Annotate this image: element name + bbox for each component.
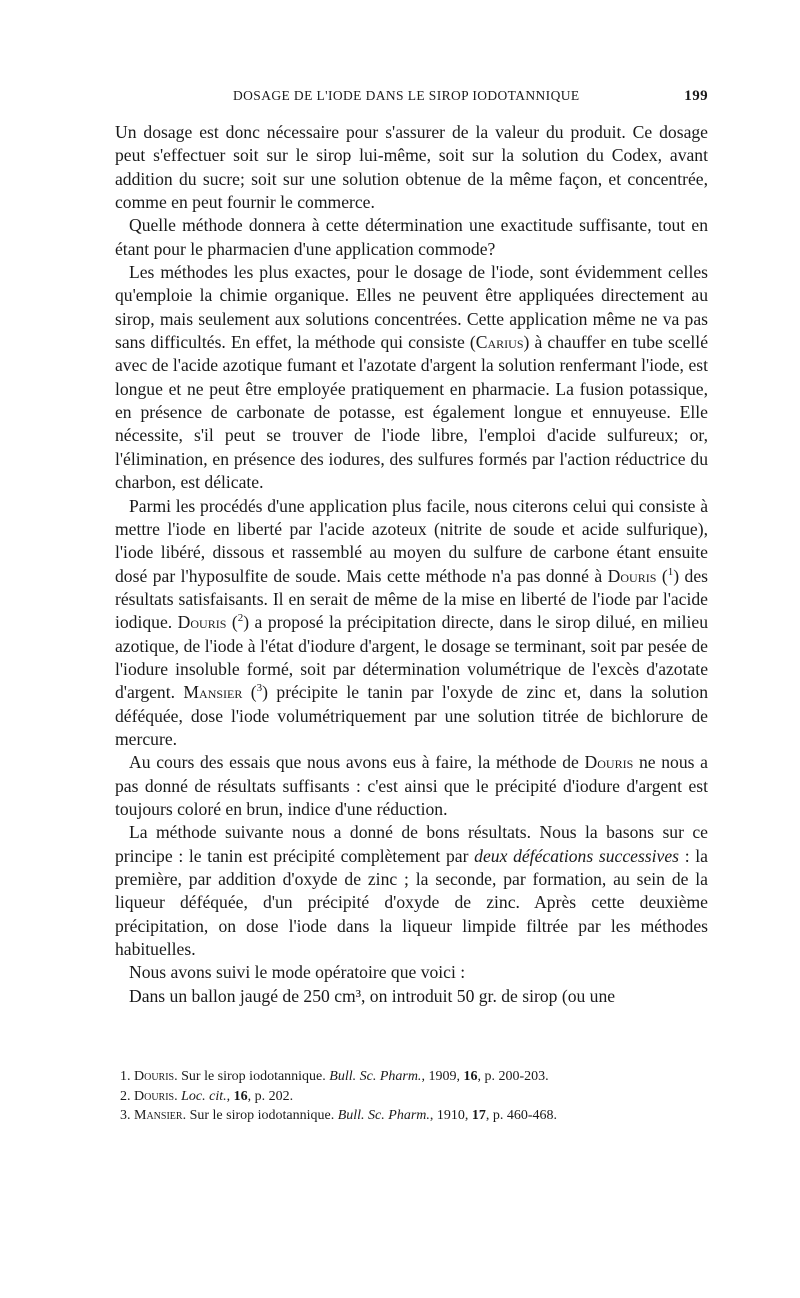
- page: [115, 88, 708, 1008]
- paragraph-6: [115, 821, 708, 961]
- footnote-volume: 17: [471, 1108, 486, 1123]
- footnote-author: Douris: [134, 1088, 175, 1104]
- footnotes: [115, 1067, 715, 1126]
- paragraph-4: Parmi les procédés d'une application plus facile, nous citerons celui qui consiste à mettre l'iode en liberté par l'acide azoteux (nitrite de soude et acide sulfurique), l'iode libéré, dissous et rassemblé au moyen du sulfure de carbone étant ensuite dosé par l'hyposulfite de soude. Mais cette méthode n'a pas donné à Douris ($^1$) des résultats satisfaisants. Il en serait de même de la mise en liberté de l'iode par l'acide iodique. Douris ($^2$) a proposé la précipitation directe, dans le sirop dilué, en milieu azotique, de l'iode à l'état d'iodure d'argent, le dosage se terminant, soit par pesée de l'iodure insoluble formé, soit par détermination volumétrique de l'excès d'azotate d'argent. Mansier ($^3$) précipite le tanin par l'oxyde de zinc et, dans la solution déféquée, dose l'iode volumétriquement par une solution titrée de bichlorure de mercure.: [115, 495, 709, 749]
- footnote-pages: , p. 200-203.: [477, 1069, 549, 1084]
- footnote-ref[interactable]: 1: [667, 565, 674, 578]
- footnote-volume: 16: [233, 1088, 248, 1104]
- footnote-ref[interactable]: 3: [256, 682, 263, 695]
- running-title: DOSAGE DE L'IODE DANS LE SIROP IODOTANNIQUE: [233, 88, 580, 103]
- text-run: Parmi les procédés d'une application plus facile, nous citerons celui qui consiste à mettre l'iode en liberté par l'acide azoteux (nitrite de soude et acide sulfurique), l'iode libéré, dissous et rassemblé au moyen du sulfure de carbone étant ensuite dosé par l'hyposulfite de soude. Mais cette méthode n'a pas donné à: [115, 495, 708, 586]
- text-run: précipite le tanin par l'oxyde de zinc et, dans la solution déféquée, dose l'iode volumétriquement par une solution titrée de bichlorure de mercure.: [115, 682, 708, 749]
- text-run: La méthode suivante nous a donné de bons résultats. Nous la basons sur ce principe : le tanin est précipité complètement par: [115, 822, 708, 866]
- footnote-text: . Sur le sirop iodotannique.: [182, 1108, 338, 1123]
- footnote-ref[interactable]: 2: [237, 612, 244, 625]
- footnote-volume: 16: [463, 1069, 478, 1084]
- author-name: Douris: [607, 565, 657, 586]
- footnote-text: . Sur le sirop iodotannique.: [174, 1069, 330, 1084]
- text-run: Au cours des essais que nous avons eus à faire, la méthode de: [129, 752, 585, 773]
- text-run: ne nous a pas donné de résultats suffisants : c'est ainsi que le précipité d'iodure d'argent est toujours coloré en brun, indice d'une réduction.: [115, 752, 708, 819]
- footnote-number: 2.: [120, 1088, 131, 1104]
- footnote-number: 3.: [120, 1108, 131, 1123]
- running-header: [233, 88, 708, 105]
- footnote-year: , 1910,: [429, 1108, 472, 1123]
- footnote-journal: Bull. Sc. Pharm.: [337, 1108, 430, 1123]
- page-number: 199: [684, 88, 708, 104]
- footnote-author: Mansier: [134, 1108, 183, 1123]
- paragraph-1: Un dosage est donc nécessaire pour s'assurer de la valeur du produit. Ce dosage peut s'effectuer soit sur le sirop lui-même, soit sur la solution du Codex, avant addition du sucre; soit sur une solution obtenue de la même façon, et concentrée, comme en peut fournir le commerce.: [115, 122, 708, 213]
- author-name: Douris: [177, 612, 227, 633]
- author-name: Mansier: [183, 682, 243, 703]
- paragraph-5: [115, 751, 708, 821]
- footnote-2: [115, 1087, 715, 1107]
- footnote-text: .: [174, 1088, 182, 1104]
- text-run: : la première, par addition d'oxyde de zinc ; la seconde, par formation, au sein de la liqueur déféquée, d'un précipité d'oxyde de zinc. Après cette deuxième précipitation, on dose l'iode dans la liqueur limpide filtrée par les méthodes habituelles.: [115, 845, 708, 960]
- footnote-year: , 1909,: [421, 1069, 464, 1084]
- footnote-journal: Loc. cit.: [181, 1088, 227, 1104]
- footnote-3: [115, 1106, 715, 1126]
- paragraph-3: [115, 261, 708, 494]
- paragraph-8: Dans un ballon jaugé de 250 cm³, on introduit 50 gr. de sirop (ou une: [129, 985, 616, 1006]
- footnote-number: 1.: [120, 1069, 131, 1084]
- footnote-journal: Bull. Sc. Pharm.: [329, 1069, 422, 1084]
- paragraph-7: Nous avons suivi le mode opératoire que voici :: [129, 962, 466, 983]
- paragraph-2: Quelle méthode donnera à cette détermination une exactitude suffisante, tout en étant pour le pharmacien d'une application commode?: [115, 215, 708, 259]
- footnote-pages: , p. 202.: [247, 1088, 294, 1104]
- emphasis: deux défécations successives: [474, 845, 680, 866]
- author-name: Carius: [475, 332, 524, 353]
- author-name: Douris: [584, 752, 634, 773]
- footnote-pages: , p. 460-468.: [485, 1108, 558, 1123]
- text-run: Les méthodes les plus exactes, pour le dosage de l'iode, sont évidemment celles qu'emploie la chimie organique. Elles ne peuvent être appliquées directement au sirop, mais seulement aux solutions concentrées. Cette application même ne va pas sans difficultés. En effet, la méthode qui consiste (: [115, 262, 708, 353]
- text-run: ) à chauffer en tube scellé avec de l'acide azotique fumant et l'azotate d'argent la solution renfermant l'iode, est longue et ne peut être employée pratiquement en pharmacie. La fusion potassique, en présence de carbonate de potasse, est également longue et ennuyeuse. Elle nécessite, s'il peut se trouver de l'iode libre, l'emploi d'acide sulfureux; or, l'élimination, en présence des iodures, des sulfures formés par l'action réductrice du charbon, est délicate.: [115, 332, 708, 493]
- text-run: des résultats satisfaisants. Il en serait de même de la mise en liberté de l'iode par l'acide iodique.: [115, 565, 709, 633]
- text-run: a proposé la précipitation directe, dans le sirop dilué, en milieu azotique, de l'iode à l'état d'iodure d'argent, le dosage se terminant, soit par pesée de l'iodure insoluble formé, soit par détermination volumétrique de l'excès d'azotate d'argent.: [115, 612, 708, 703]
- footnote-1: [115, 1067, 715, 1087]
- footnote-year: ,: [226, 1088, 234, 1104]
- body-text: [115, 121, 708, 1008]
- footnote-author: Douris: [134, 1069, 175, 1084]
